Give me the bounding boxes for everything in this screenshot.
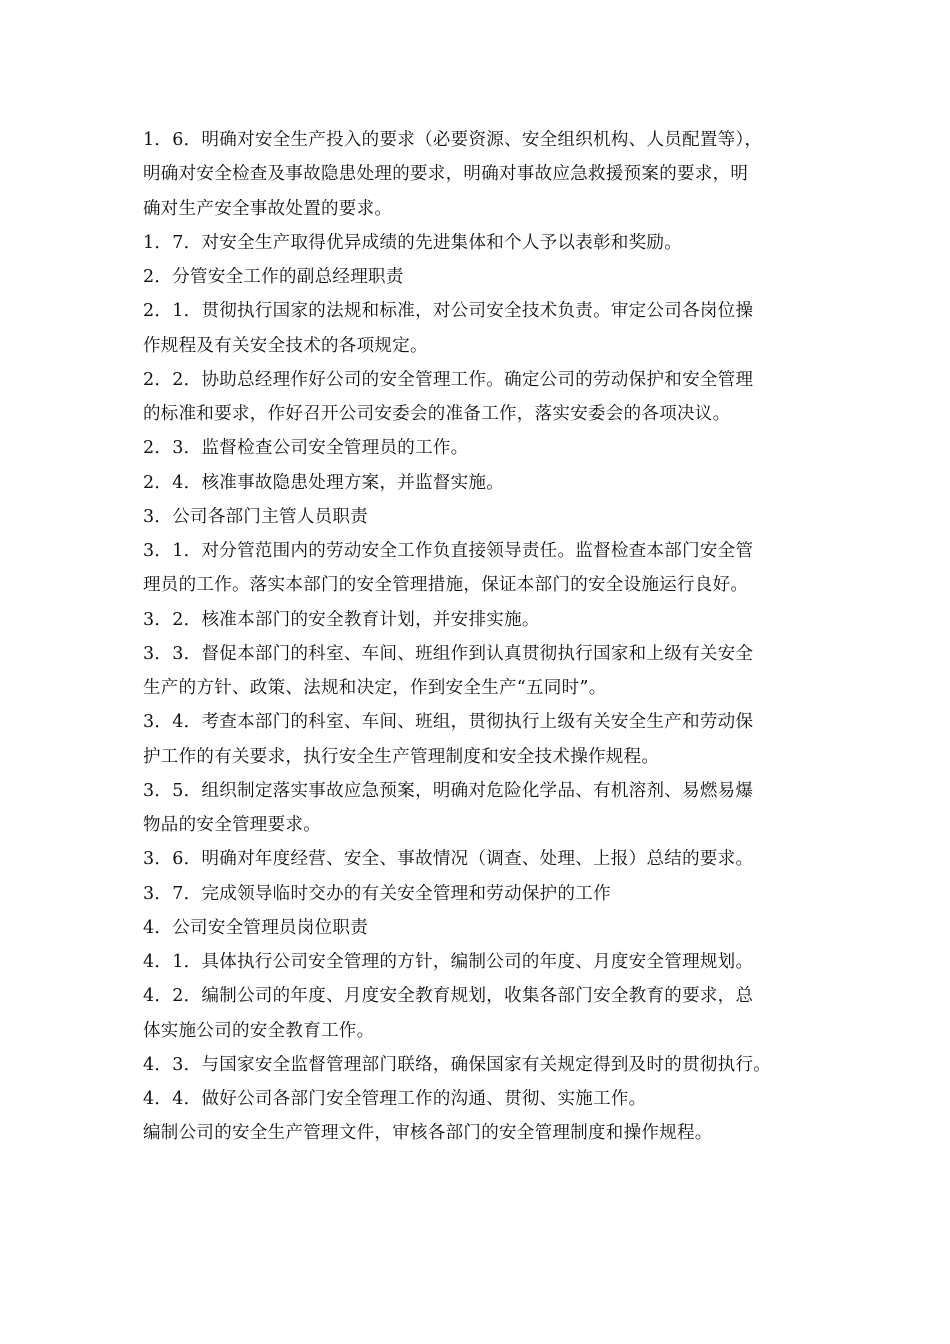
text-line: 2．3．监督检查公司安全管理员的工作。: [143, 438, 469, 459]
text-line: 4．1．具体执行公司安全管理的方针，编制公司的年度、月度安全管理规划。: [143, 952, 754, 972]
section-heading: 3．公司各部门主管人员职责: [143, 506, 369, 527]
text-line: 作规程及有关安全技术的各项规定。: [143, 335, 428, 356]
text-line: 生产的方针、政策、法规和决定，作到安全生产“五同时”。: [143, 678, 607, 698]
text-line: 3．4．考查本部门的科室、车间、班组，贯彻执行上级有关安全生产和劳动保: [143, 712, 754, 733]
text-line: 的标准和要求，作好召开公司安委会的准备工作，落实安委会的各项决议。: [143, 404, 731, 424]
section-heading: 2．分管安全工作的副总经理职责: [143, 267, 404, 287]
text-line: 体实施公司的安全教育工作。: [143, 1020, 375, 1041]
text-line: 确对生产安全事故处置的要求。: [143, 198, 393, 219]
text-line: 理员的工作。落实本部门的安全管理措施，保证本部门的安全设施运行良好。: [143, 575, 749, 596]
text-line: 3．7．完成领导临时交办的有关安全管理和劳动保护的工作: [143, 883, 611, 904]
text-line: 1．6．明确对安全生产投入的要求（必要资源、安全组织机构、人员配置等），: [143, 130, 763, 150]
text-line: 4．3．与国家安全监督管理部门联络，确保国家有关规定得到及时的贯彻执行。: [143, 1054, 772, 1075]
text-line: 3．2．核准本部门的安全教育计划，并安排实施。: [143, 609, 540, 630]
text-line: 明确对安全检查及事故隐患处理的要求，明确对事故应急救援预案的要求，明: [143, 164, 749, 185]
text-line: 3．6．明确对年度经营、安全、事故情况（调查、处理、上报）总结的要求。: [143, 849, 754, 870]
text-line: 4．2．编制公司的年度、月度安全教育规划，收集各部门安全教育的要求，总: [143, 986, 754, 1007]
text-line: 护工作的有关要求，执行安全生产管理制度和安全技术操作规程。: [143, 746, 660, 767]
text-line: 2．1．贯彻执行国家的法规和标准，对公司安全技术负责。审定公司各岗位操: [143, 301, 754, 322]
text-line: 2．4．核准事故隐患处理方案，并监督实施。: [143, 472, 505, 493]
section-heading: 4．公司安全管理员岗位职责: [143, 917, 369, 938]
text-line: 3．1．对分管范围内的劳动安全工作负直接领导责任。监督检查本部门安全管: [143, 541, 754, 561]
text-line: 3．3．督促本部门的科室、车间、班组作到认真贯彻执行国家和上级有关安全: [143, 643, 754, 664]
document-body: [143, 123, 813, 1151]
text-line: 编制公司的安全生产管理文件，审核各部门的安全管理制度和操作规程。: [143, 1123, 713, 1144]
text-line: 3．5．组织制定落实事故应急预案，明确对危险化学品、有机溶剂、易燃易爆: [143, 780, 754, 801]
text-line: 1．7．对安全生产取得优异成绩的先进集体和个人予以表彰和奖励。: [143, 232, 683, 253]
text-line: 4．4．做好公司各部门安全管理工作的沟通、贯彻、实施工作。: [143, 1089, 647, 1109]
text-line: 物品的安全管理要求。: [143, 815, 321, 835]
text-line: 2．2．协助总经理作好公司的安全管理工作。确定公司的劳动保护和安全管理: [143, 369, 754, 390]
